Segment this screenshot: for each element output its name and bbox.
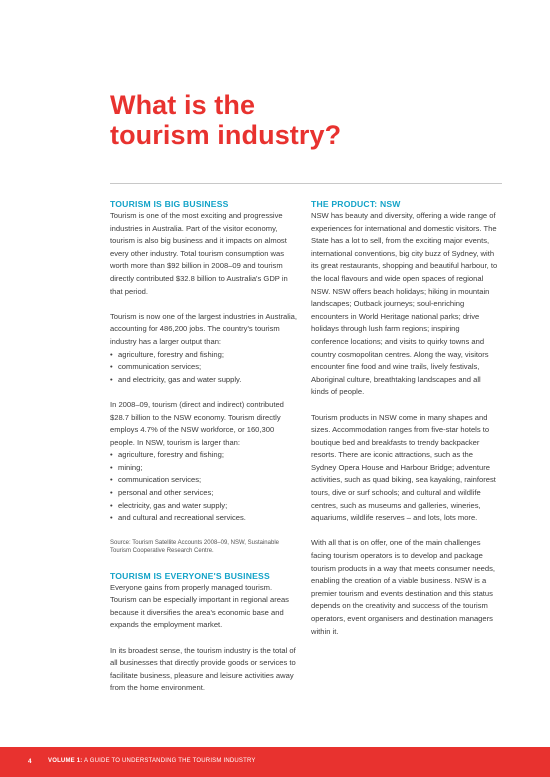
heading-big-business: TOURISM IS BIG BUSINESS [110,199,229,209]
footer-bar [0,747,550,777]
list-item: • and electricity, gas and water supply. [110,374,298,387]
right-column [311,198,499,638]
paragraph-product-3: With all that is on offer, one of the main challenges facing tourism operators is to develop and package tourism products in a way that meets consumer needs, enabling the creation of a viable business. NSW is a premier tourism and events destination and this status depends on the creativity and success of the tourism operators, event organisers and destination managers within it. [311,538,496,636]
list-item: • electricity, gas and water supply; [110,500,298,513]
nsw-industries-list [110,449,298,525]
paragraph-product-1: NSW has beauty and diversity, offering a wide range of experiences for international and domestic visitors. The State has a lot to sell, from the exciting major events, international conventions, big city buzz of Sydney, with its great restaurants, shopping and beautiful harbour, to the local flavours and wide open spaces of regional NSW. NSW offers beach holidays; hiking in mountain landscapes; Outback journeys; soul-enriching encounters in World Heritage national parks; drive holidays through lush farm regions; inspiring conference locations; and visits to quirky towns and country cosmopolitan centres. Along the way, visitors encounter fine food and wine trails, lively festivals, Aboriginal culture, breathtaking landscapes and all kinds of people. [311,211,498,397]
volume-label: VOLUME 1: [48,758,83,764]
list-item: • communication services; [110,474,298,487]
australia-industries-list [110,349,298,387]
heading-everyones-business: TOURISM IS EVERYONE'S BUSINESS [110,570,270,581]
paragraph-everyones-business-1: Everyone gains from properly managed tourism. Tourism can be especially important in regional areas because it diversifies the area's economic base and expands the employment market. [110,582,289,630]
title-line-1: What is the [110,90,256,120]
volume-title [48,758,256,764]
page-title [110,90,341,150]
title-divider [110,183,502,184]
list-item: • communication services; [110,361,298,374]
paragraph-big-business-1: Tourism is one of the most exciting and progressive industries in Australia. Part of the visitor economy, tourism is also big business and it impacts on almost every other industry. Total tourism consumption was worth more than $92 billion in 2008–09 and tourism directly contributed $32.8 billion to Australia's GDP in that period. [110,211,288,296]
volume-name: A GUIDE TO UNDERSTANDING THE TOURISM INDUSTRY [84,758,256,764]
title-line-2: tourism industry? [110,120,342,150]
page-number: 4 [28,758,32,765]
paragraph-big-business-3: In 2008–09, tourism (direct and indirect) contributed $28.7 billion to the NSW economy. Tourism directly employs 4.7% of the NSW workforce, or 160,300 people. In NSW, tourism is larger than: [110,399,284,447]
heading-product-nsw: THE PRODUCT: NSW [311,199,401,209]
paragraph-product-2: Tourism products in NSW come in many shapes and sizes. Accommodation ranges from five-star hotels to boutique bed and breakfasts to trendy backpacker resorts. There are iconic attractions, such as the Sydney Opera House and Harbour Bridge; adventure activities, such as quad biking, sea kayaking, rainforest tours, dive or surf schools; and cultural and wildlife centres, such as museums and galleries, wineries, aquariums, wildlife reserves – and lots, lots more. [311,412,496,523]
list-item: • mining; [110,462,298,475]
paragraph-big-business-2: Tourism is now one of the largest industries in Australia, accounting for 486,200 jobs. The country's tourism industry has a larger output than: [110,311,297,346]
left-column [110,198,298,695]
list-item: • personal and other services; [110,487,298,500]
source-note: Source: Tourism Satellite Accounts 2008–09, NSW, Sustainable Tourism Cooperative Research Centre. [110,539,279,555]
paragraph-everyones-business-2: In its broadest sense, the tourism industry is the total of all businesses that directly provide goods or services to facilitate business, pleasure and leisure activities away from the home environment. [110,645,296,693]
list-item: • and cultural and recreational services. [110,512,298,525]
list-item: • agriculture, forestry and fishing; [110,349,298,362]
list-item: • agriculture, forestry and fishing; [110,449,298,462]
